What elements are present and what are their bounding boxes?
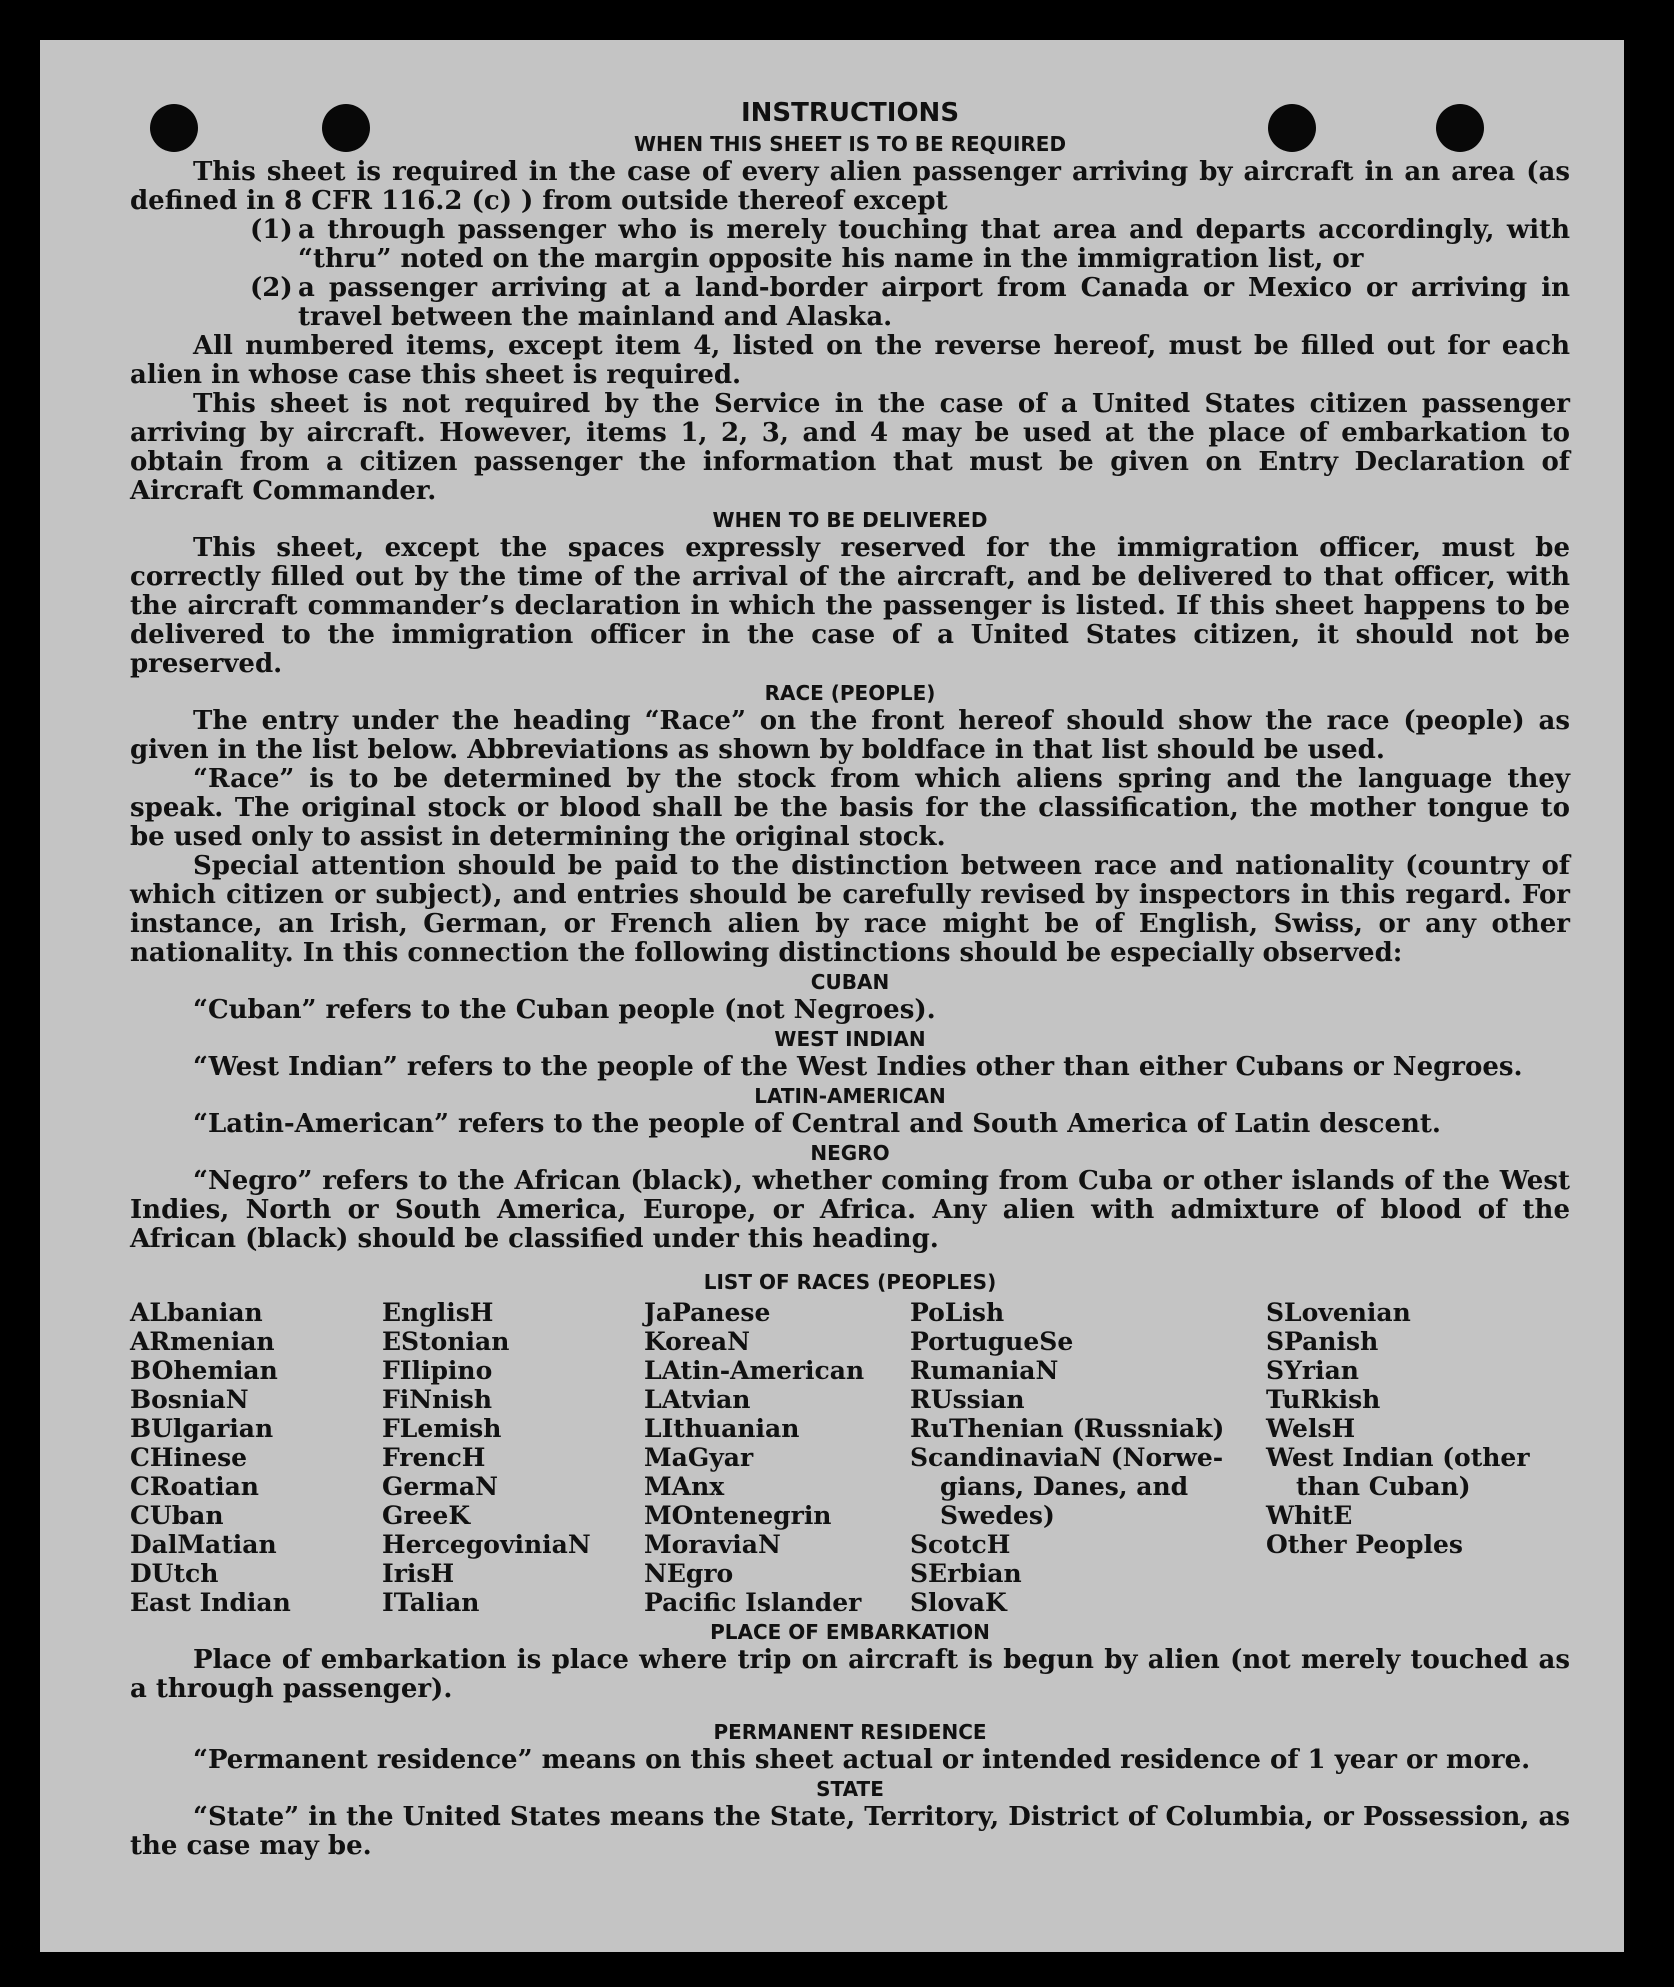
race-item: MAnx [644,1472,725,1501]
race-item: FrencH [382,1443,486,1472]
race-item: IrisH [382,1559,455,1588]
race-item: gians, Danes, and [940,1472,1189,1501]
delivered-paragraph: This sheet, except the spaces expressly reserved for the immigration officer, must be correctly filled out by the time of the arrival of the aircraft, and be delivered to that officer, with the aircraft commander’s declaration in which the passenger is listed. If this sheet happens to be delivered to the immigration officer in the case of a United States citizen, it should not be preserved. [130,533,1570,679]
race-item: DalMatian [130,1530,277,1559]
permanent-residence-heading: PERMANENT RESIDENCE [713,1720,987,1744]
race-item: SPanish [1266,1327,1379,1356]
embarkation-paragraph: Place of embarkation is place where trip on aircraft is begun by alien (not merely touched as a through passenger). [130,1645,1570,1704]
state-heading: STATE [816,1777,884,1801]
document-page [40,40,1624,1952]
latin-american-heading: LATIN-AMERICAN [754,1084,946,1108]
races-column-4 [910,1298,1224,1617]
special-attention-paragraph: Special attention should be paid to the distinction between race and nationality (country of which citizen or subject), and entries should be carefully revised by inspectors in this regard. For instance, an Irish, German, or French alien by race might be of English, Swiss, or any other nationality. In this connection the following distinctions should be especially observed: [130,851,1570,968]
race-heading: RACE (PEOPLE) [764,681,936,705]
race-item: RUssian [910,1385,1025,1414]
race-item: ITalian [382,1588,480,1617]
race-item: JaPanese [644,1298,771,1327]
residence-paragraph: “Permanent residence” means on this sheet actual or intended residence of 1 year or more. [193,1745,1531,1775]
race-entry-paragraph: The entry under the heading “Race” on the front hereof should show the race (people) as given in the list below. Abbreviations as shown by boldface in that list should be used. [130,706,1570,765]
race-item: West Indian (other [1266,1443,1530,1472]
race-item: GermaN [382,1472,498,1501]
when-delivered-heading: WHEN TO BE DELIVERED [712,508,988,532]
race-item: ALbanian [130,1298,263,1327]
race-item: CUban [130,1501,224,1530]
race-item: ScandinaviaN (Norwe- [910,1443,1224,1472]
cuban-heading: CUBAN [810,970,890,994]
race-item: MaGyar [644,1443,754,1472]
state-paragraph: “State” in the United States means the State, Territory, District of Columbia, or Possession, as the case may be. [130,1802,1570,1861]
race-item: LIthuanian [644,1414,800,1443]
race-item: East Indian [130,1588,291,1617]
race-item: PortugueSe [910,1327,1074,1356]
race-item: LAtvian [644,1385,751,1414]
race-item: FiNnish [382,1385,493,1414]
race-item: BOhemian [130,1356,278,1385]
west-indian-paragraph: “West Indian” refers to the people of the West Indies other than either Cubans or Negroes. [193,1052,1523,1082]
race-item: Pacific Islander [644,1588,862,1617]
item-number: (1) [250,215,293,245]
race-item: MoraviaN [644,1530,781,1559]
race-item: LAtin-American [644,1356,865,1385]
cuban-paragraph: “Cuban” refers to the Cuban people (not Negroes). [193,995,936,1025]
numbered-items-paragraph: All numbered items, except item 4, listed on the reverse hereof, must be filled out for each alien in whose case this sheet is required. [130,331,1570,390]
race-item: CRoatian [130,1472,259,1501]
item-text: a through passenger who is merely touching that area and departs accordingly, with “thru” noted on the margin opposite his name in the immigration list, or [298,215,1570,274]
race-item: FIlipino [382,1356,493,1385]
races-column-1 [130,1298,291,1617]
race-item: RuThenian (Russniak) [910,1414,1225,1443]
item-number: (2) [250,273,293,303]
list-of-races-heading: LIST OF RACES (PEOPLES) [703,1270,997,1294]
race-item: WhitE [1266,1501,1353,1530]
negro-heading: NEGRO [810,1141,890,1165]
races-list [130,1298,1570,1618]
exception-item-1 [130,216,1570,274]
race-item: KoreaN [644,1327,750,1356]
race-item: SlovaK [910,1588,1007,1617]
race-item: BosniaN [130,1385,249,1414]
west-indian-heading: WEST INDIAN [774,1027,926,1051]
race-item: BUlgarian [130,1414,274,1443]
race-item: HercegoviniaN [382,1530,591,1559]
place-of-embarkation-heading: PLACE OF EMBARKATION [710,1620,990,1644]
races-column-2 [382,1298,591,1617]
race-item: EnglisH [382,1298,494,1327]
race-item: CHinese [130,1443,248,1472]
exception-item-2 [130,274,1570,332]
race-item: SErbian [910,1559,1022,1588]
instructions-content [130,96,1570,1861]
race-item: ARmenian [130,1327,275,1356]
race-item: Other Peoples [1266,1530,1463,1559]
item-text: a passenger arriving at a land-border airport from Canada or Mexico or arriving in travel between the mainland and Alaska. [298,273,1570,332]
race-item: than Cuban) [1296,1472,1471,1501]
race-item: GreeK [382,1501,471,1530]
race-item: Swedes) [940,1501,1055,1530]
race-item: EStonian [382,1327,510,1356]
instructions-title: INSTRUCTIONS [740,98,960,128]
when-required-heading: WHEN THIS SHEET IS TO BE REQUIRED [633,132,1067,156]
race-item: DUtch [130,1559,219,1588]
races-column-5 [1266,1298,1530,1559]
not-required-paragraph: This sheet is not required by the Service in the case of a United States citizen passenger arriving by aircraft. However, items 1, 2, 3, and 4 may be used at the place of embarkation to obtain from a citizen passenger the information that must be given on Entry Declaration of Aircraft Commander. [130,389,1570,506]
race-item: RumaniaN [910,1356,1059,1385]
race-item: ScotcH [910,1530,1011,1559]
race-item: SLovenian [1266,1298,1411,1327]
race-item: WelsH [1266,1414,1356,1443]
race-item: SYrian [1266,1356,1359,1385]
race-determined-paragraph: “Race” is to be determined by the stock from which aliens spring and the language they speak. The original stock or blood shall be the basis for the classification, the mother tongue to be used only to assist in determining the original stock. [130,764,1570,852]
race-item: TuRkish [1266,1385,1381,1414]
negro-paragraph: “Negro” refers to the African (black), whether coming from Cuba or other islands of the West Indies, North or South America, Europe, or Africa. Any alien with admixture of blood of the African (black) should be classified under this heading. [130,1166,1570,1254]
latin-american-paragraph: “Latin-American” refers to the people of Central and South America of Latin descent. [193,1109,1441,1139]
race-item: PoLish [910,1298,1005,1327]
races-column-3 [644,1298,864,1617]
required-intro: This sheet is required in the case of every alien passenger arriving by aircraft in an area (as defined in 8 CFR 116.2 (c) ) from outside thereof except [130,157,1570,216]
race-item: NEgro [644,1559,734,1588]
race-item: MOntenegrin [644,1501,832,1530]
race-item: FLemish [382,1414,502,1443]
